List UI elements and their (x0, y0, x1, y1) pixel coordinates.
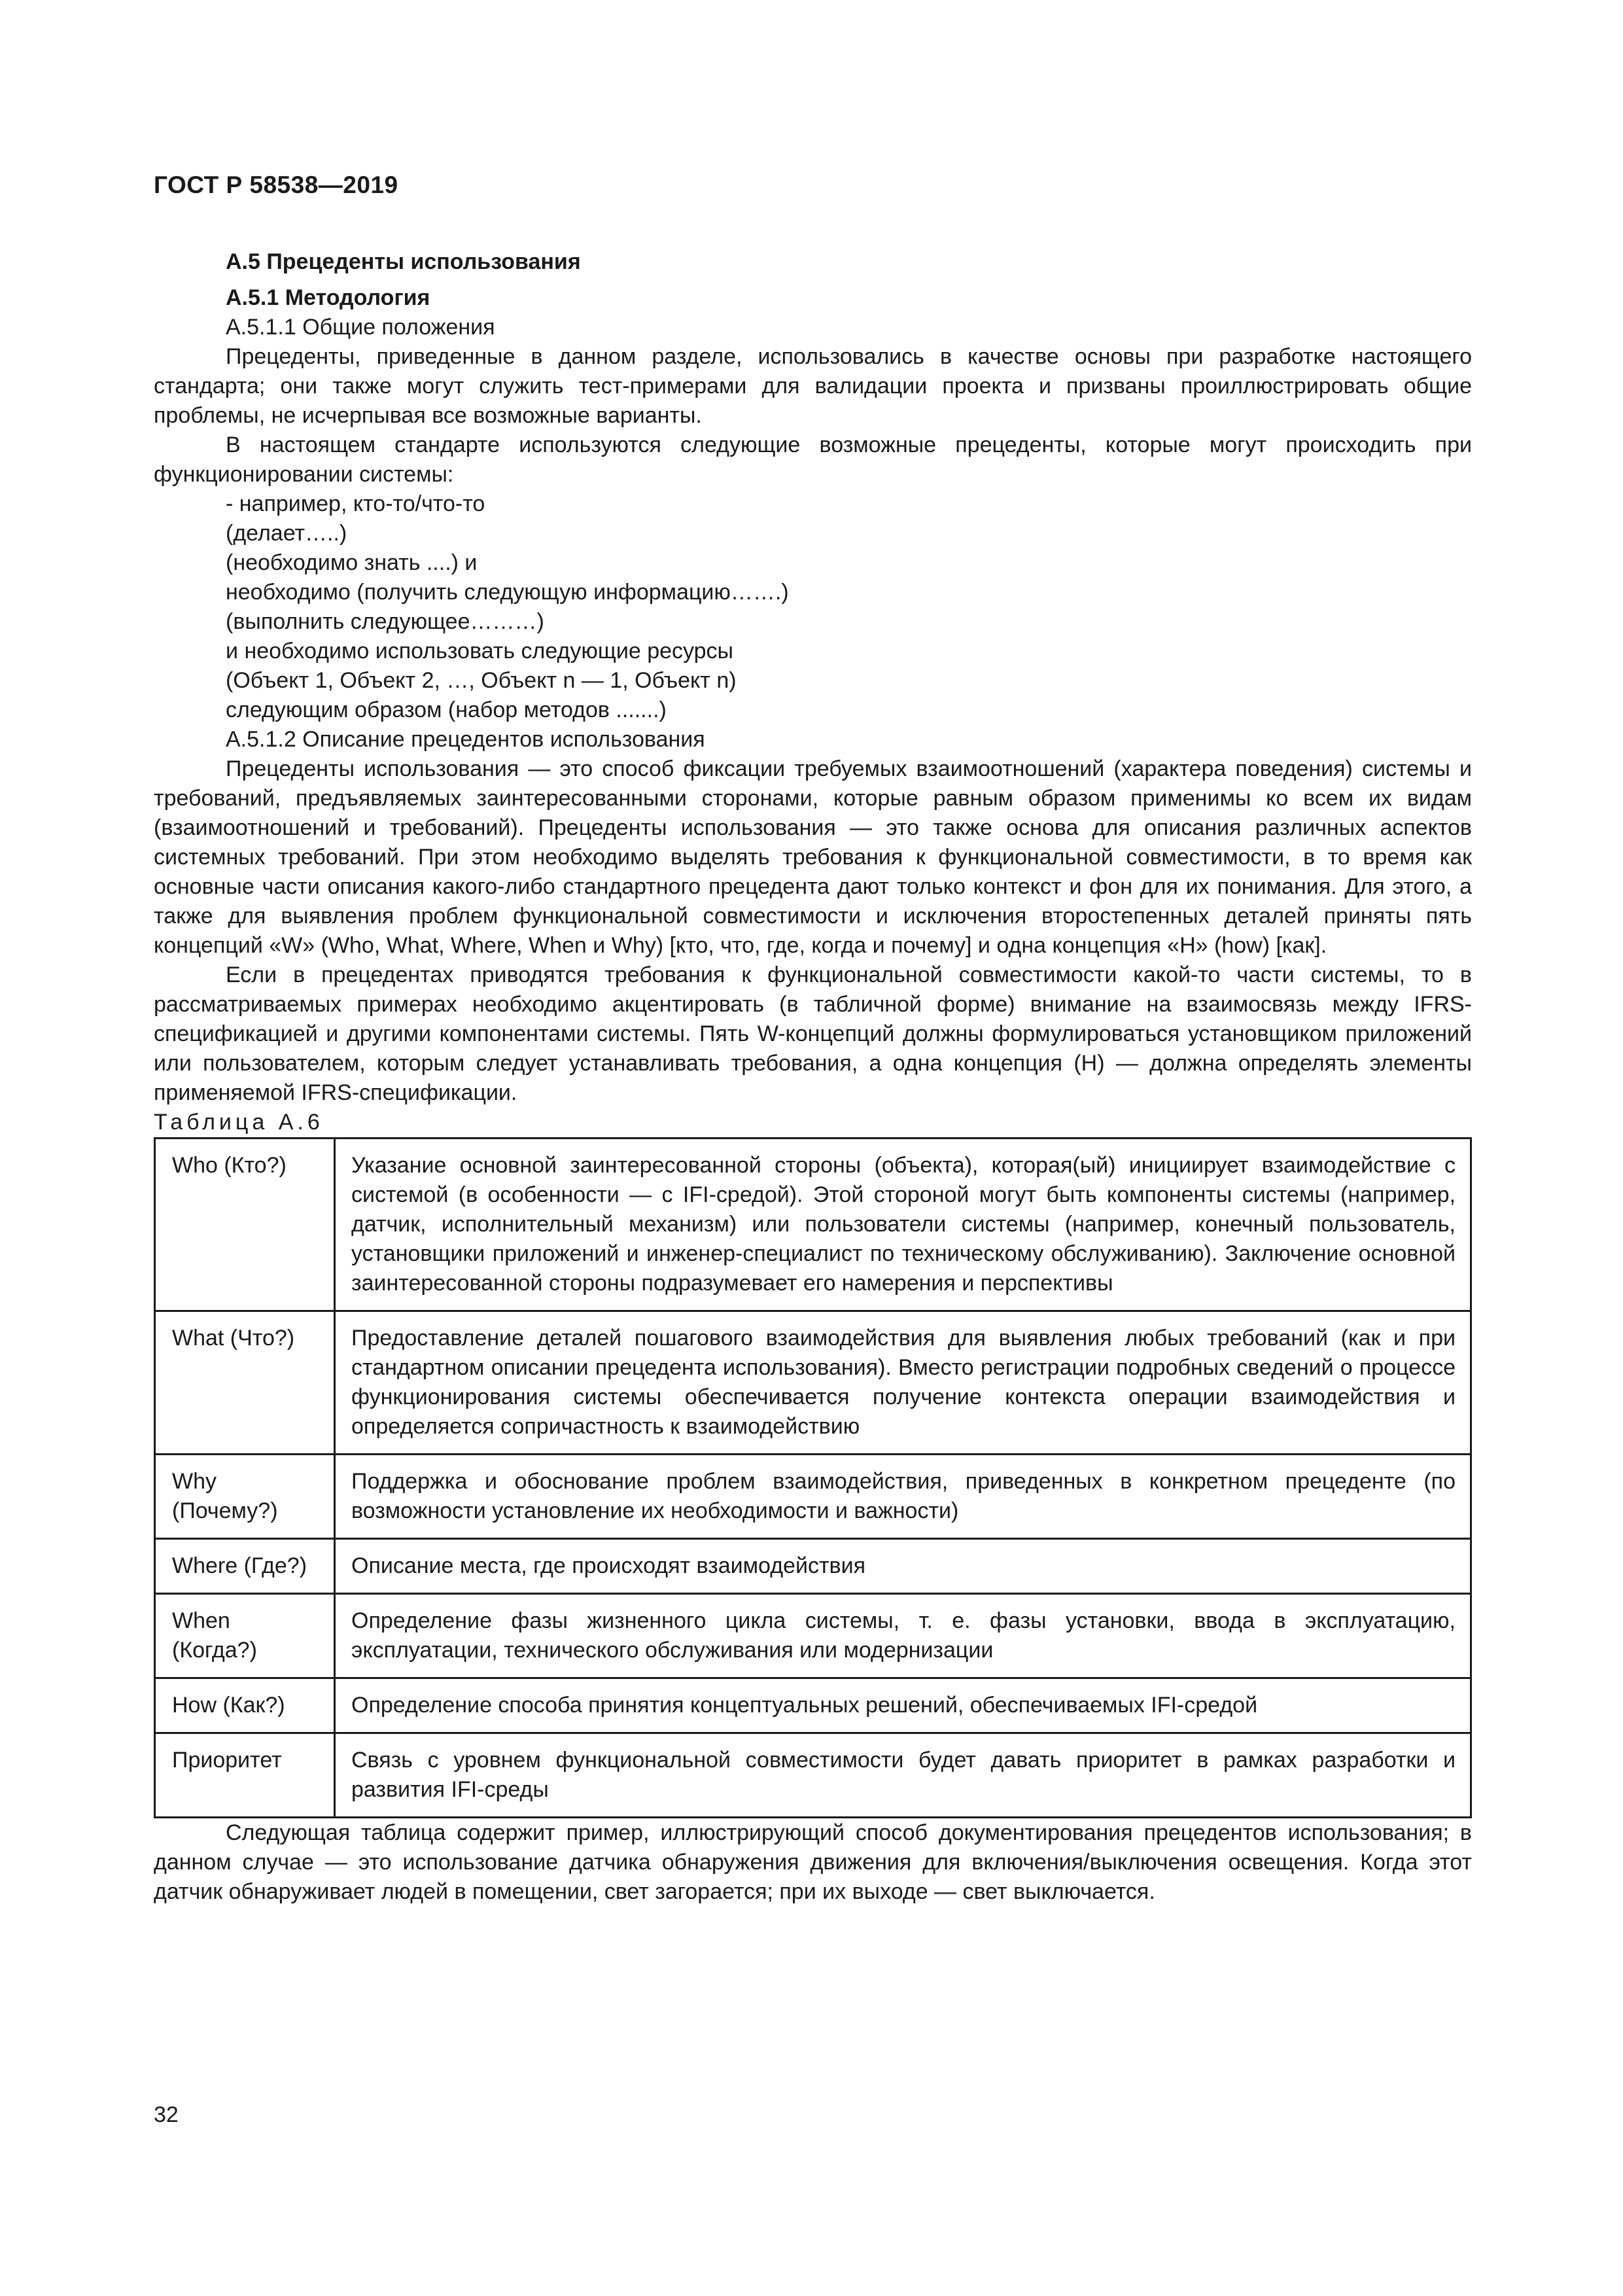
table-key-cell: Приоритет (155, 1733, 335, 1818)
table-row (155, 1311, 1471, 1455)
paragraph-after-table: Следующая таблица содержит пример, иллюстрирующий способ документирования прецедентов использования; в данном случае — это использование датчика обнаружения движения для включения/выключения освещения. Когда этот датчик обнаруживает людей в помещении, свет загорается; при их выходе — свет выключается. (154, 1820, 1472, 1904)
list-item: и необходимо использовать следующие ресурсы (226, 639, 733, 663)
table-value-cell: Поддержка и обоснование проблем взаимодействия, приведенных в конкретном прецеденте (по возможности установление их необходимости и важности) (335, 1455, 1471, 1539)
table-value-cell: Связь с уровнем функциональной совместимости будет давать приоритет в рамках разработки и развития IFI-среды (335, 1733, 1471, 1818)
list-item: необходимо (получить следующую информацию…….) (226, 580, 789, 605)
page-number: 32 (154, 2102, 179, 2127)
table-row (155, 1455, 1471, 1539)
list-item: (делает…..) (226, 521, 347, 546)
table-row (155, 1594, 1471, 1678)
table-key-cell: When (Когда?) (155, 1594, 335, 1678)
table-key-cell: How (Как?) (155, 1678, 335, 1733)
concepts-table (154, 1137, 1472, 1818)
table-row (155, 1539, 1471, 1594)
table-key-cell: Who (Кто?) (155, 1139, 335, 1311)
page-content (154, 247, 1472, 1907)
clause-title-general: А.5.1.1 Общие положения (226, 315, 495, 340)
table-key-cell: Why (Почему?) (155, 1455, 335, 1539)
list-item: следующим образом (набор методов .......) (226, 698, 667, 722)
document-code-header: ГОСТ Р 58538—2019 (154, 171, 398, 198)
paragraph-description: Прецеденты использования — это способ фиксации требуемых взаимоотношений (характера поведения) системы и требований, предъявляемых заинтересованными сторонами, которые равным образом применимы ко всем их видам (взаимоотношений и требований). Прецеденты использования — это также основа для описания различных аспектов системных требований. При этом необходимо выделять требования к функциональной совместимости, в то время как основные части описания какого-либо стандартного прецедента дают только контекст и фон для их понимания. Для этого, а также для выявления проблем функциональной совместимости и исключения второстепенных деталей приняты пять концепций «W» (Who, What, Where, When и Why) [кто, что, где, когда и почему] и одна концепция «H» (how) [как]. (154, 756, 1472, 958)
table-row (155, 1733, 1471, 1818)
table-caption: Таблица А.6 (154, 1110, 324, 1135)
paragraph-requirements: Если в прецедентах приводятся требования к функциональной совместимости какой-то части системы, то в рассматриваемых примерах необходимо акцентировать (в табличной форме) внимание на взаимосвязь между IFRS-спецификацией и другими компонентами системы. Пять W-концепций должны формулироваться установщиком приложений или пользователем, которым следует устанавливать требования, а одна концепция (H) — должна определять элементы применяемой IFRS-спецификации. (154, 963, 1472, 1105)
table-value-cell: Указание основной заинтересованной стороны (объекта), которая(ый) инициирует взаимодействие с системой (в особенности — с IFI-средой). Этой стороной могут быть компоненты системы (например, датчик, исполнительный механизм) или пользователи системы (например, конечный пользователь, установщики приложений и инженер-специалист по техническому обслуживанию). Заключение основной заинтересованной стороны подразумевает его намерения и перспективы (335, 1139, 1471, 1311)
list-item: (выполнить следующее………) (226, 609, 544, 634)
list-item: - например, кто-то/что-то (226, 491, 485, 516)
table-key-cell: What (Что?) (155, 1311, 335, 1455)
subsection-title: А.5.1 Методология (226, 285, 430, 310)
precedent-template-list (154, 489, 1472, 725)
table-value-cell: Определение способа принятия концептуальных решений, обеспечиваемых IFI-средой (335, 1678, 1471, 1733)
table-value-cell: Описание места, где происходят взаимодействия (335, 1539, 1471, 1594)
table-row (155, 1139, 1471, 1311)
paragraph-intro: Прецеденты, приведенные в данном разделе, использовались в качестве основы при разработке настоящего стандарта; они также могут служить тест-примерами для валидации проекта и призваны проиллюстрировать общие проблемы, не исчерпывая все возможные варианты. (154, 344, 1472, 428)
table-row (155, 1678, 1471, 1733)
list-item: (Объект 1, Объект 2, …, Объект n — 1, Объект n) (226, 668, 737, 693)
section-title: А.5 Прецеденты использования (226, 249, 581, 274)
table-key-cell: Where (Где?) (155, 1539, 335, 1594)
paragraph-precedents: В настоящем стандарте используются следующие возможные прецеденты, которые могут происходить при функционировании системы: (154, 433, 1472, 487)
table-value-cell: Предоставление деталей пошагового взаимодействия для выявления любых требований (как и при стандартном описании прецедента использования). Вместо регистрации подробных сведений о процессе функционирования системы обеспечивается получение контекста операции взаимодействия и определяется сопричастность к взаимодействию (335, 1311, 1471, 1455)
table-value-cell: Определение фазы жизненного цикла системы, т. е. фазы установки, ввода в эксплуатацию, эксплуатации, технического обслуживания или модернизации (335, 1594, 1471, 1678)
clause-title-description: А.5.1.2 Описание прецедентов использования (226, 727, 705, 752)
list-item: (необходимо знать ....) и (226, 550, 478, 575)
